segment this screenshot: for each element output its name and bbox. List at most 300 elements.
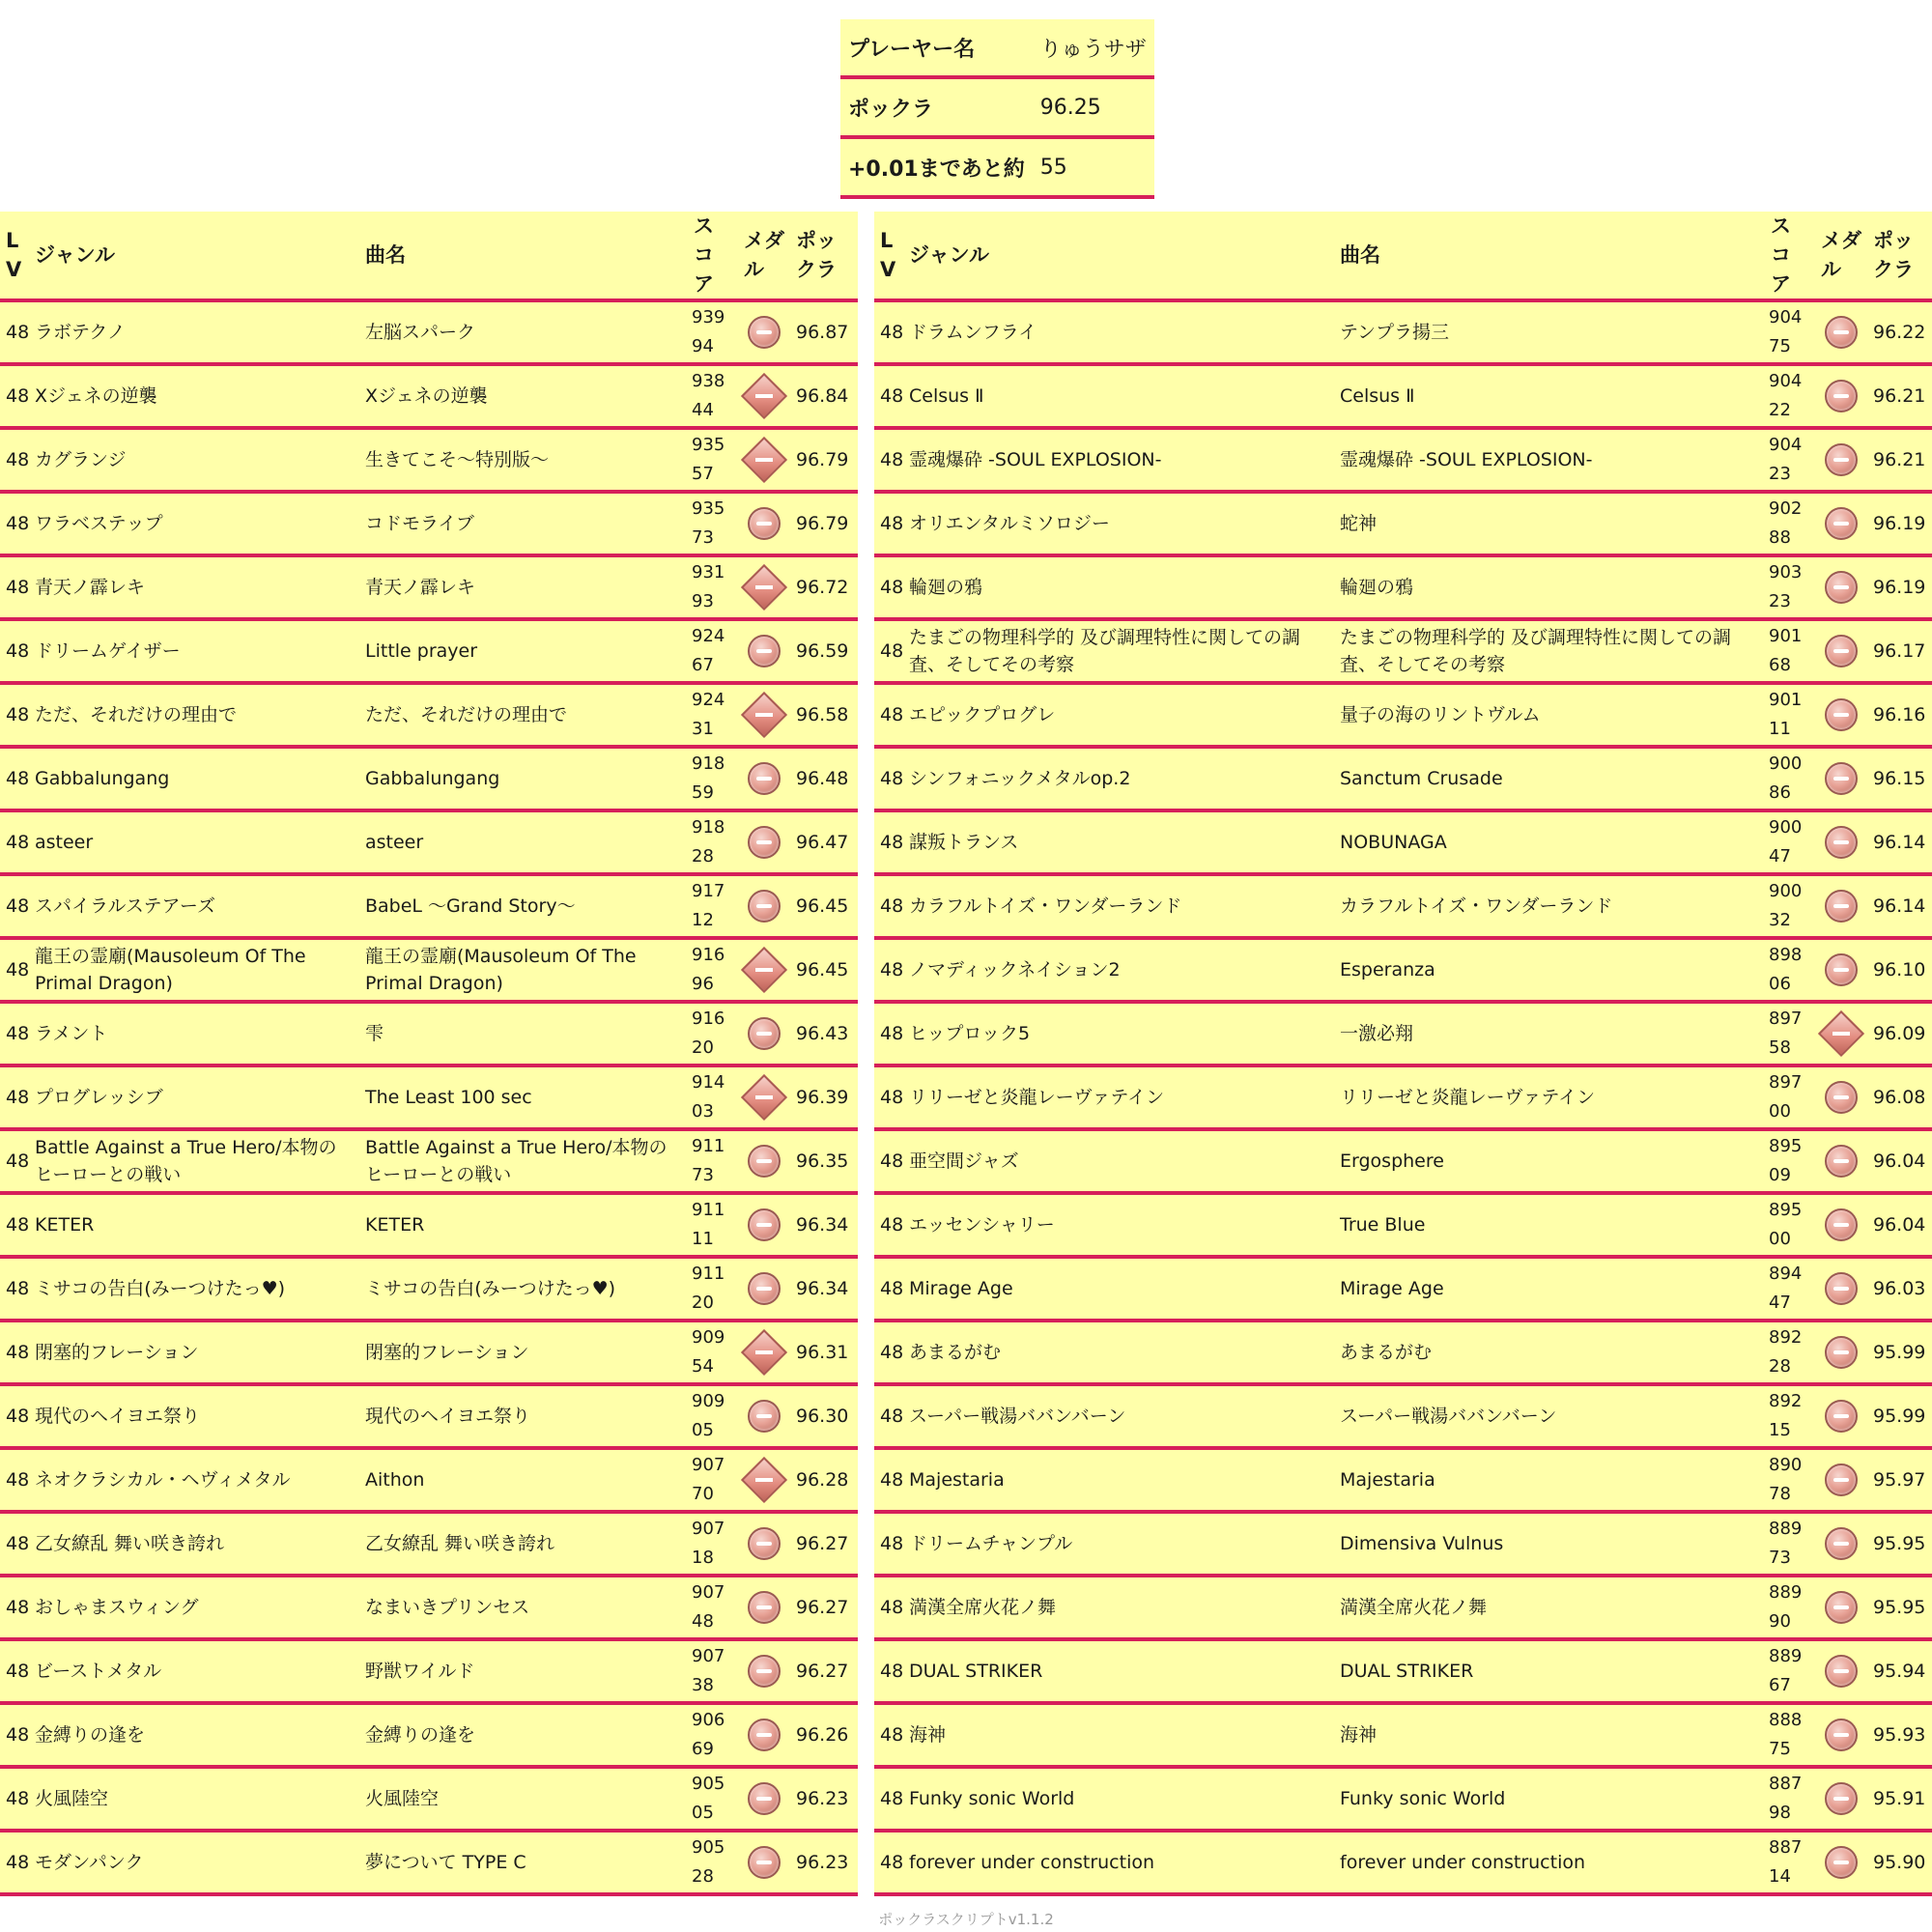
score-cell: 89447 — [1765, 1257, 1815, 1321]
score-cell: 90111 — [1765, 683, 1815, 747]
remain-label: +0.01まであと約 — [840, 137, 1033, 197]
score-header: スコア — [1765, 212, 1815, 300]
genre-cell: KETER — [29, 1193, 359, 1257]
genre-cell: ヒップロック5 — [903, 1002, 1334, 1065]
pokkura-cell: 96.47 — [790, 810, 858, 874]
medal-circle-icon — [1825, 443, 1858, 476]
song-title-cell: Dimensiva Vulnus — [1334, 1512, 1765, 1576]
medal-cell — [1815, 683, 1867, 747]
song-title-cell: asteer — [359, 810, 688, 874]
song-title-cell: Xジェネの逆襲 — [359, 364, 688, 428]
medal-cell — [738, 619, 790, 683]
medal-circle-icon — [1825, 507, 1858, 540]
score-cell: 91111 — [688, 1193, 738, 1257]
table-row — [874, 1703, 1932, 1767]
score-cell: 89500 — [1765, 1193, 1815, 1257]
table-row — [874, 619, 1932, 683]
score-cell: 91828 — [688, 810, 738, 874]
score-cell: 88875 — [1765, 1703, 1815, 1767]
score-cell: 89215 — [1765, 1384, 1815, 1448]
medal-circle-icon — [748, 1591, 781, 1624]
song-title-cell: 輪廻の鴉 — [1334, 555, 1765, 619]
song-title-cell: カラフルトイズ・ワンダーランド — [1334, 874, 1765, 938]
level-cell: 48 — [0, 619, 29, 683]
score-cell: 93193 — [688, 555, 738, 619]
genre-cell: Xジェネの逆襲 — [29, 364, 359, 428]
genre-cell: ミサコの告白(みーつけたっ♥) — [29, 1257, 359, 1321]
song-title-cell: 野獣ワイルド — [359, 1639, 688, 1703]
pokkura-cell: 96.23 — [790, 1767, 858, 1831]
pokkura-cell: 95.95 — [1867, 1576, 1932, 1639]
genre-cell: 霊魂爆砕 -SOUL EXPLOSION- — [903, 428, 1334, 492]
score-cell: 90669 — [688, 1703, 738, 1767]
song-table-left — [0, 212, 858, 1896]
table-row — [0, 1321, 858, 1384]
level-cell: 48 — [0, 1384, 29, 1448]
medal-header: メダル — [1815, 212, 1867, 300]
medal-circle-icon — [748, 1145, 781, 1178]
table-row — [874, 874, 1932, 938]
genre-cell: asteer — [29, 810, 359, 874]
remain-row — [840, 137, 1154, 197]
medal-circle-icon — [748, 316, 781, 349]
medal-cell — [738, 1639, 790, 1703]
genre-cell: ドリームゲイザー — [29, 619, 359, 683]
pokkura-cell: 96.34 — [790, 1257, 858, 1321]
level-cell: 48 — [0, 938, 29, 1002]
genre-cell: 閉塞的フレーション — [29, 1321, 359, 1384]
level-cell: 48 — [0, 1639, 29, 1703]
level-cell: 48 — [874, 1512, 903, 1576]
medal-cell — [1815, 1321, 1867, 1384]
pokkura-cell: 95.99 — [1867, 1321, 1932, 1384]
pokkura-cell: 96.14 — [1867, 874, 1932, 938]
score-cell: 91403 — [688, 1065, 738, 1129]
genre-cell: ドリームチャンプル — [903, 1512, 1334, 1576]
score-cell: 90954 — [688, 1321, 738, 1384]
medal-cell — [738, 1193, 790, 1257]
genre-cell: 輪廻の鴉 — [903, 555, 1334, 619]
pokkura-cell: 96.45 — [790, 938, 858, 1002]
table-row — [874, 1384, 1932, 1448]
song-title-cell: 火風陸空 — [359, 1767, 688, 1831]
song-table-right — [874, 212, 1932, 1896]
medal-circle-icon — [1825, 1782, 1858, 1815]
score-cell: 91696 — [688, 938, 738, 1002]
remain-value: 55 — [1033, 137, 1154, 197]
song-title-cell: NOBUNAGA — [1334, 810, 1765, 874]
song-title-cell: Esperanza — [1334, 938, 1765, 1002]
level-cell: 48 — [874, 1703, 903, 1767]
score-cell: 90288 — [1765, 492, 1815, 555]
table-row — [0, 938, 858, 1002]
medal-circle-icon — [1825, 571, 1858, 604]
score-cell: 90168 — [1765, 619, 1815, 683]
level-cell: 48 — [0, 300, 29, 364]
song-title-cell: 海神 — [1334, 1703, 1765, 1767]
score-cell: 89509 — [1765, 1129, 1815, 1193]
pokkura-cell: 96.17 — [1867, 619, 1932, 683]
table-row — [0, 555, 858, 619]
table-row — [874, 683, 1932, 747]
table-row — [0, 619, 858, 683]
pokkura-cell: 95.91 — [1867, 1767, 1932, 1831]
score-cell: 90032 — [1765, 874, 1815, 938]
score-cell: 93573 — [688, 492, 738, 555]
medal-cell — [738, 1257, 790, 1321]
pokkura-cell: 96.21 — [1867, 428, 1932, 492]
genre-cell: おしゃまスウィング — [29, 1576, 359, 1639]
level-cell: 48 — [874, 492, 903, 555]
pokkura-cell: 96.84 — [790, 364, 858, 428]
song-title-cell: forever under construction — [1334, 1831, 1765, 1894]
player-row — [840, 19, 1154, 77]
medal-cell — [738, 1384, 790, 1448]
score-cell: 91120 — [688, 1257, 738, 1321]
pokkura-cell: 96.23 — [790, 1831, 858, 1894]
genre-cell: ワラベステップ — [29, 492, 359, 555]
table-row — [874, 1639, 1932, 1703]
pokkura-cell: 96.08 — [1867, 1065, 1932, 1129]
medal-cell — [738, 1129, 790, 1193]
song-title-cell: Celsus Ⅱ — [1334, 364, 1765, 428]
medal-cell — [1815, 1576, 1867, 1639]
pokkura-cell: 96.45 — [790, 874, 858, 938]
genre-cell: 金縛りの逢を — [29, 1703, 359, 1767]
genre-header: ジャンル — [903, 212, 1334, 300]
medal-circle-icon — [748, 826, 781, 859]
genre-cell: 亜空間ジャズ — [903, 1129, 1334, 1193]
title-header: 曲名 — [359, 212, 688, 300]
genre-cell: ネオクラシカル・ヘヴィメタル — [29, 1448, 359, 1512]
table-row — [0, 683, 858, 747]
table-row — [874, 1831, 1932, 1894]
lv-header: LV — [874, 212, 903, 300]
medal-circle-icon — [748, 635, 781, 668]
genre-cell: 青天ノ霹レキ — [29, 555, 359, 619]
score-cell: 93844 — [688, 364, 738, 428]
table-row — [0, 1767, 858, 1831]
pokkura-cell: 95.97 — [1867, 1448, 1932, 1512]
medal-circle-icon — [1825, 953, 1858, 986]
genre-cell: ラメント — [29, 1002, 359, 1065]
score-cell: 89228 — [1765, 1321, 1815, 1384]
song-title-cell: テンプラ揚三 — [1334, 300, 1765, 364]
level-cell: 48 — [874, 874, 903, 938]
table-row — [874, 1512, 1932, 1576]
song-title-cell: 生きてこそ～特別版～ — [359, 428, 688, 492]
song-title-cell: ミサコの告白(みーつけたっ♥) — [359, 1257, 688, 1321]
table-row — [874, 1448, 1932, 1512]
table-row — [874, 1065, 1932, 1129]
level-cell: 48 — [874, 1321, 903, 1384]
score-cell: 88990 — [1765, 1576, 1815, 1639]
table-row — [0, 1512, 858, 1576]
song-title-cell: コドモライブ — [359, 492, 688, 555]
score-cell: 89078 — [1765, 1448, 1815, 1512]
genre-cell: プログレッシブ — [29, 1065, 359, 1129]
medal-circle-icon — [1825, 1400, 1858, 1433]
medal-circle-icon — [748, 762, 781, 795]
score-cell: 89758 — [1765, 1002, 1815, 1065]
medal-cell — [738, 810, 790, 874]
summary-table — [840, 19, 1154, 199]
medal-cell — [738, 1512, 790, 1576]
genre-cell: たまごの物理科学的 及び調理特性に関しての調査、そしてその考察 — [903, 619, 1334, 683]
level-cell: 48 — [0, 1065, 29, 1129]
level-cell: 48 — [874, 1129, 903, 1193]
pokkura-cell: 95.94 — [1867, 1639, 1932, 1703]
genre-cell: カラフルトイズ・ワンダーランド — [903, 874, 1334, 938]
score-cell: 90505 — [688, 1767, 738, 1831]
player-label: プレーヤー名 — [840, 19, 1033, 77]
medal-cell — [738, 747, 790, 810]
medal-cell — [738, 874, 790, 938]
table-row — [874, 555, 1932, 619]
table-row — [0, 1576, 858, 1639]
table-row — [0, 300, 858, 364]
table-row — [874, 747, 1932, 810]
table-row — [874, 1193, 1932, 1257]
level-cell: 48 — [874, 683, 903, 747]
medal-cell — [738, 1831, 790, 1894]
score-cell: 91620 — [688, 1002, 738, 1065]
medal-circle-icon — [1825, 698, 1858, 731]
genre-cell: forever under construction — [903, 1831, 1334, 1894]
medal-cell — [1815, 300, 1867, 364]
song-title-cell: 蛇神 — [1334, 492, 1765, 555]
pokkura-cell: 96.28 — [790, 1448, 858, 1512]
score-cell: 91173 — [688, 1129, 738, 1193]
score-cell: 90738 — [688, 1639, 738, 1703]
song-title-cell: 一激必翔 — [1334, 1002, 1765, 1065]
song-title-cell: Funky sonic World — [1334, 1767, 1765, 1831]
song-title-cell: スーパー戦湯ババンバーン — [1334, 1384, 1765, 1448]
medal-circle-icon — [748, 890, 781, 923]
genre-cell: リリーゼと炎龍レーヴァテイン — [903, 1065, 1334, 1129]
table-row — [0, 428, 858, 492]
level-cell: 48 — [874, 938, 903, 1002]
level-cell: 48 — [0, 810, 29, 874]
level-cell: 48 — [874, 1257, 903, 1321]
medal-cell — [1815, 1002, 1867, 1065]
medal-diamond-icon — [741, 564, 787, 611]
table-row — [874, 1767, 1932, 1831]
medal-circle-icon — [1825, 1208, 1858, 1241]
table-row — [0, 1065, 858, 1129]
table-row — [0, 1002, 858, 1065]
table-row — [0, 810, 858, 874]
level-cell: 48 — [0, 1002, 29, 1065]
song-title-cell: Battle Against a True Hero/本物のヒーローとの戦い — [359, 1129, 688, 1193]
song-title-cell: BabeL ～Grand Story～ — [359, 874, 688, 938]
genre-cell: スパイラルステアーズ — [29, 874, 359, 938]
score-cell: 91859 — [688, 747, 738, 810]
genre-cell: カグランジ — [29, 428, 359, 492]
medal-diamond-icon — [741, 692, 787, 738]
genre-cell: スーパー戦湯ババンバーン — [903, 1384, 1334, 1448]
medal-circle-icon — [1825, 1655, 1858, 1688]
level-cell: 48 — [0, 1767, 29, 1831]
song-title-cell: Little prayer — [359, 619, 688, 683]
medal-cell — [1815, 1193, 1867, 1257]
score-cell: 93557 — [688, 428, 738, 492]
table-row — [874, 1002, 1932, 1065]
level-cell: 48 — [874, 1576, 903, 1639]
medal-cell — [1815, 1703, 1867, 1767]
level-cell: 48 — [0, 492, 29, 555]
medal-circle-icon — [748, 507, 781, 540]
song-title-cell: Gabbalungang — [359, 747, 688, 810]
pokkura-cell: 96.48 — [790, 747, 858, 810]
pokkura-cell: 96.21 — [1867, 364, 1932, 428]
pokkura-cell: 96.15 — [1867, 747, 1932, 810]
medal-circle-icon — [748, 1272, 781, 1305]
medal-cell — [738, 1002, 790, 1065]
song-title-cell: 乙女繚乱 舞い咲き誇れ — [359, 1512, 688, 1576]
medal-circle-icon — [748, 1719, 781, 1751]
pokkura-cell: 96.35 — [790, 1129, 858, 1193]
pokkura-cell: 96.27 — [790, 1512, 858, 1576]
medal-cell — [738, 1767, 790, 1831]
medal-circle-icon — [1825, 380, 1858, 412]
medal-cell — [1815, 938, 1867, 1002]
genre-cell: 龍王の霊廟(Mausoleum Of The Primal Dragon) — [29, 938, 359, 1002]
song-title-cell: 量子の海のリントヴルム — [1334, 683, 1765, 747]
level-cell: 48 — [874, 555, 903, 619]
medal-diamond-icon — [741, 1074, 787, 1121]
table-row — [874, 810, 1932, 874]
song-title-cell: 青天ノ霹レキ — [359, 555, 688, 619]
medal-circle-icon — [1825, 1527, 1858, 1560]
level-cell: 48 — [874, 1065, 903, 1129]
score-cell: 90323 — [1765, 555, 1815, 619]
medal-cell — [1815, 1384, 1867, 1448]
pokkura-cell: 96.03 — [1867, 1257, 1932, 1321]
level-cell: 48 — [0, 874, 29, 938]
genre-cell: Mirage Age — [903, 1257, 1334, 1321]
genre-cell: ビーストメタル — [29, 1639, 359, 1703]
level-cell: 48 — [0, 1512, 29, 1576]
medal-diamond-icon — [1818, 1010, 1864, 1057]
score-cell: 88967 — [1765, 1639, 1815, 1703]
medal-cell — [1815, 1831, 1867, 1894]
medal-cell — [1815, 555, 1867, 619]
medal-cell — [738, 492, 790, 555]
lv-header: LV — [0, 212, 29, 300]
medal-cell — [738, 1321, 790, 1384]
medal-cell — [1815, 619, 1867, 683]
song-title-cell: あまるがむ — [1334, 1321, 1765, 1384]
pokkura-cell: 96.26 — [790, 1703, 858, 1767]
table-row — [874, 938, 1932, 1002]
score-cell: 90423 — [1765, 428, 1815, 492]
medal-cell — [1815, 810, 1867, 874]
medal-circle-icon — [748, 1782, 781, 1815]
score-cell: 91712 — [688, 874, 738, 938]
medal-cell — [1815, 1639, 1867, 1703]
score-cell: 90905 — [688, 1384, 738, 1448]
genre-cell: Majestaria — [903, 1448, 1334, 1512]
medal-cell — [1815, 1129, 1867, 1193]
song-title-cell: 金縛りの逢を — [359, 1703, 688, 1767]
medal-cell — [1815, 492, 1867, 555]
song-title-cell: True Blue — [1334, 1193, 1765, 1257]
level-cell: 48 — [0, 683, 29, 747]
song-list-left — [0, 300, 858, 1894]
medal-circle-icon — [1825, 762, 1858, 795]
table-row — [0, 1703, 858, 1767]
level-cell: 48 — [0, 428, 29, 492]
medal-cell — [738, 300, 790, 364]
medal-cell — [1815, 1065, 1867, 1129]
song-title-cell: 左脳スパーク — [359, 300, 688, 364]
level-cell: 48 — [0, 555, 29, 619]
table-row — [874, 1321, 1932, 1384]
medal-cell — [738, 683, 790, 747]
score-cell: 92431 — [688, 683, 738, 747]
genre-cell: Celsus Ⅱ — [903, 364, 1334, 428]
pokkura-cell: 96.04 — [1867, 1129, 1932, 1193]
song-title-cell: Mirage Age — [1334, 1257, 1765, 1321]
song-title-cell: たまごの物理科学的 及び調理特性に関しての調査、そしてその考察 — [1334, 619, 1765, 683]
level-cell: 48 — [0, 1576, 29, 1639]
pokkura-label: ポックラ — [840, 77, 1033, 137]
level-cell: 48 — [874, 619, 903, 683]
pokkura-cell: 96.04 — [1867, 1193, 1932, 1257]
genre-cell: DUAL STRIKER — [903, 1639, 1334, 1703]
song-title-cell: 龍王の霊廟(Mausoleum Of The Primal Dragon) — [359, 938, 688, 1002]
genre-cell: 乙女繚乱 舞い咲き誇れ — [29, 1512, 359, 1576]
table-row — [0, 1639, 858, 1703]
level-cell: 48 — [0, 1129, 29, 1193]
table-row — [874, 1129, 1932, 1193]
genre-cell: あまるがむ — [903, 1321, 1334, 1384]
player-value: りゅうサザ — [1033, 19, 1154, 77]
song-title-cell: リリーゼと炎龍レーヴァテイン — [1334, 1065, 1765, 1129]
genre-cell: オリエンタルミソロジー — [903, 492, 1334, 555]
medal-cell — [1815, 747, 1867, 810]
medal-cell — [738, 938, 790, 1002]
medal-cell — [1815, 1257, 1867, 1321]
table-row — [874, 364, 1932, 428]
level-cell: 48 — [874, 428, 903, 492]
score-cell: 93994 — [688, 300, 738, 364]
medal-diamond-icon — [741, 1329, 787, 1376]
genre-cell: ただ、それだけの理由で — [29, 683, 359, 747]
table-row — [874, 1257, 1932, 1321]
level-cell: 48 — [0, 364, 29, 428]
level-cell: 48 — [874, 1448, 903, 1512]
medal-cell — [1815, 364, 1867, 428]
score-cell: 88798 — [1765, 1767, 1815, 1831]
table-row — [874, 1576, 1932, 1639]
pokkura-header: ポックラ — [790, 212, 858, 300]
pokkura-cell: 96.58 — [790, 683, 858, 747]
medal-diamond-icon — [741, 947, 787, 993]
song-title-cell: Sanctum Crusade — [1334, 747, 1765, 810]
song-title-cell: 霊魂爆砕 -SOUL EXPLOSION- — [1334, 428, 1765, 492]
pokkura-cell: 96.27 — [790, 1576, 858, 1639]
score-cell: 90047 — [1765, 810, 1815, 874]
pokkura-cell: 96.79 — [790, 428, 858, 492]
genre-cell: ドラムンフライ — [903, 300, 1334, 364]
genre-cell: 現代のヘイヨエ祭り — [29, 1384, 359, 1448]
pokkura-cell: 96.59 — [790, 619, 858, 683]
table-row — [874, 492, 1932, 555]
genre-cell: モダンパンク — [29, 1831, 359, 1894]
medal-diamond-icon — [741, 1457, 787, 1503]
